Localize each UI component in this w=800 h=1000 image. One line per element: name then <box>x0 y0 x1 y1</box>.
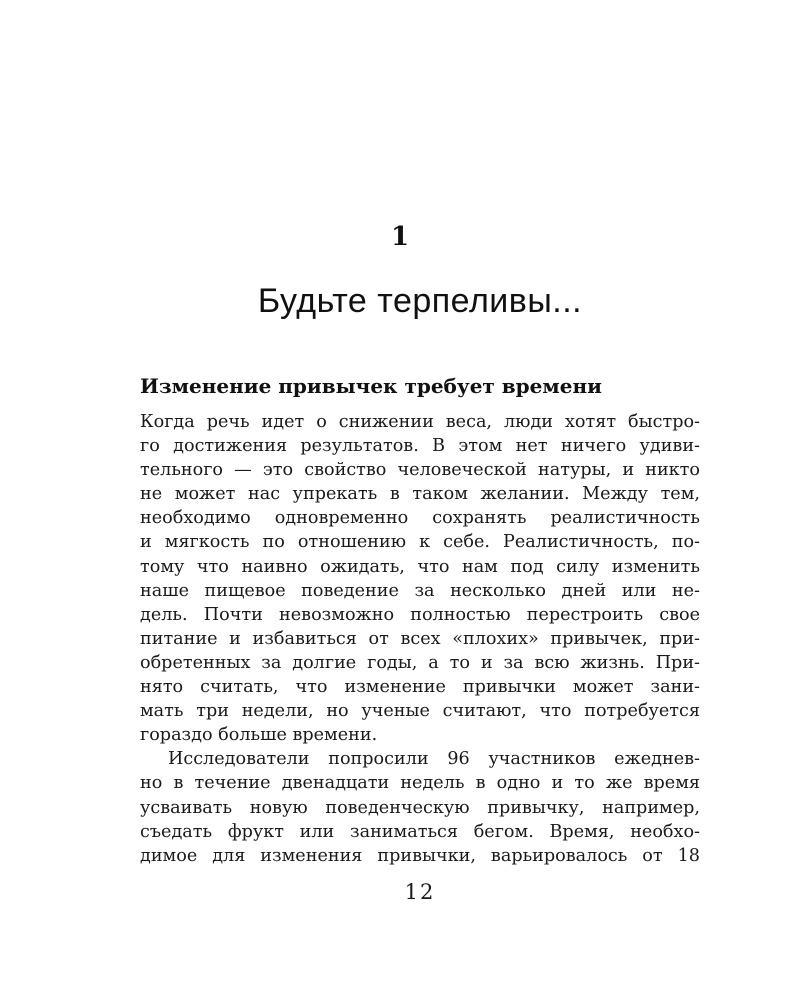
body-line: дель. Почти невозможно полностью перестроить свое <box>140 604 700 625</box>
body-line: тому что наивно ожидать, что нам под силу изменить <box>140 556 700 577</box>
page-number: 12 <box>404 880 436 904</box>
body-line: усваивать новую поведенческую привычку, например, <box>140 797 700 818</box>
body-line: Исследователи попросили 96 участников ежеднев- <box>168 749 700 770</box>
body-line: го достижения результатов. В этом нет ничего удиви- <box>140 436 700 457</box>
body-line: питание и избавиться от всех «плохих» привычек, при- <box>140 628 700 649</box>
chapter-title: Будьте терпеливы... <box>257 282 583 320</box>
body-line: нято считать, что изменение привычки может зани- <box>140 677 700 698</box>
body-line: гораздо больше времени. <box>140 725 378 746</box>
body-text <box>140 410 700 868</box>
section-heading: Изменение привычек требует времени <box>140 374 602 398</box>
body-line: не может нас упрекать в таком желании. Между тем, <box>140 484 700 505</box>
body-line: но в течение двенадцати недель в одно и то же время <box>140 773 700 794</box>
body-line: необходимо одновременно сохранять реалистичность <box>140 508 700 529</box>
body-line: обретенных за долгие годы, а то и за всю жизнь. При- <box>140 652 700 673</box>
body-line: тельного — это свойство человеческой натуры, и никто <box>140 460 700 481</box>
body-line: наше пищевое поведение за несколько дней или не- <box>140 580 700 601</box>
body-line: димое для изменения привычки, варьировалось от 18 <box>140 845 700 866</box>
body-line: съедать фрукт или заниматься бегом. Время, необхо- <box>140 821 700 842</box>
body-line: мать три недели, но ученые считают, что потребуется <box>140 701 700 722</box>
body-line: и мягкость по отношению к себе. Реалистичность, по- <box>140 532 700 553</box>
body-line: Когда речь идет о снижении веса, люди хотят быстро- <box>140 412 700 432</box>
chapter-number: 1 <box>390 222 410 252</box>
